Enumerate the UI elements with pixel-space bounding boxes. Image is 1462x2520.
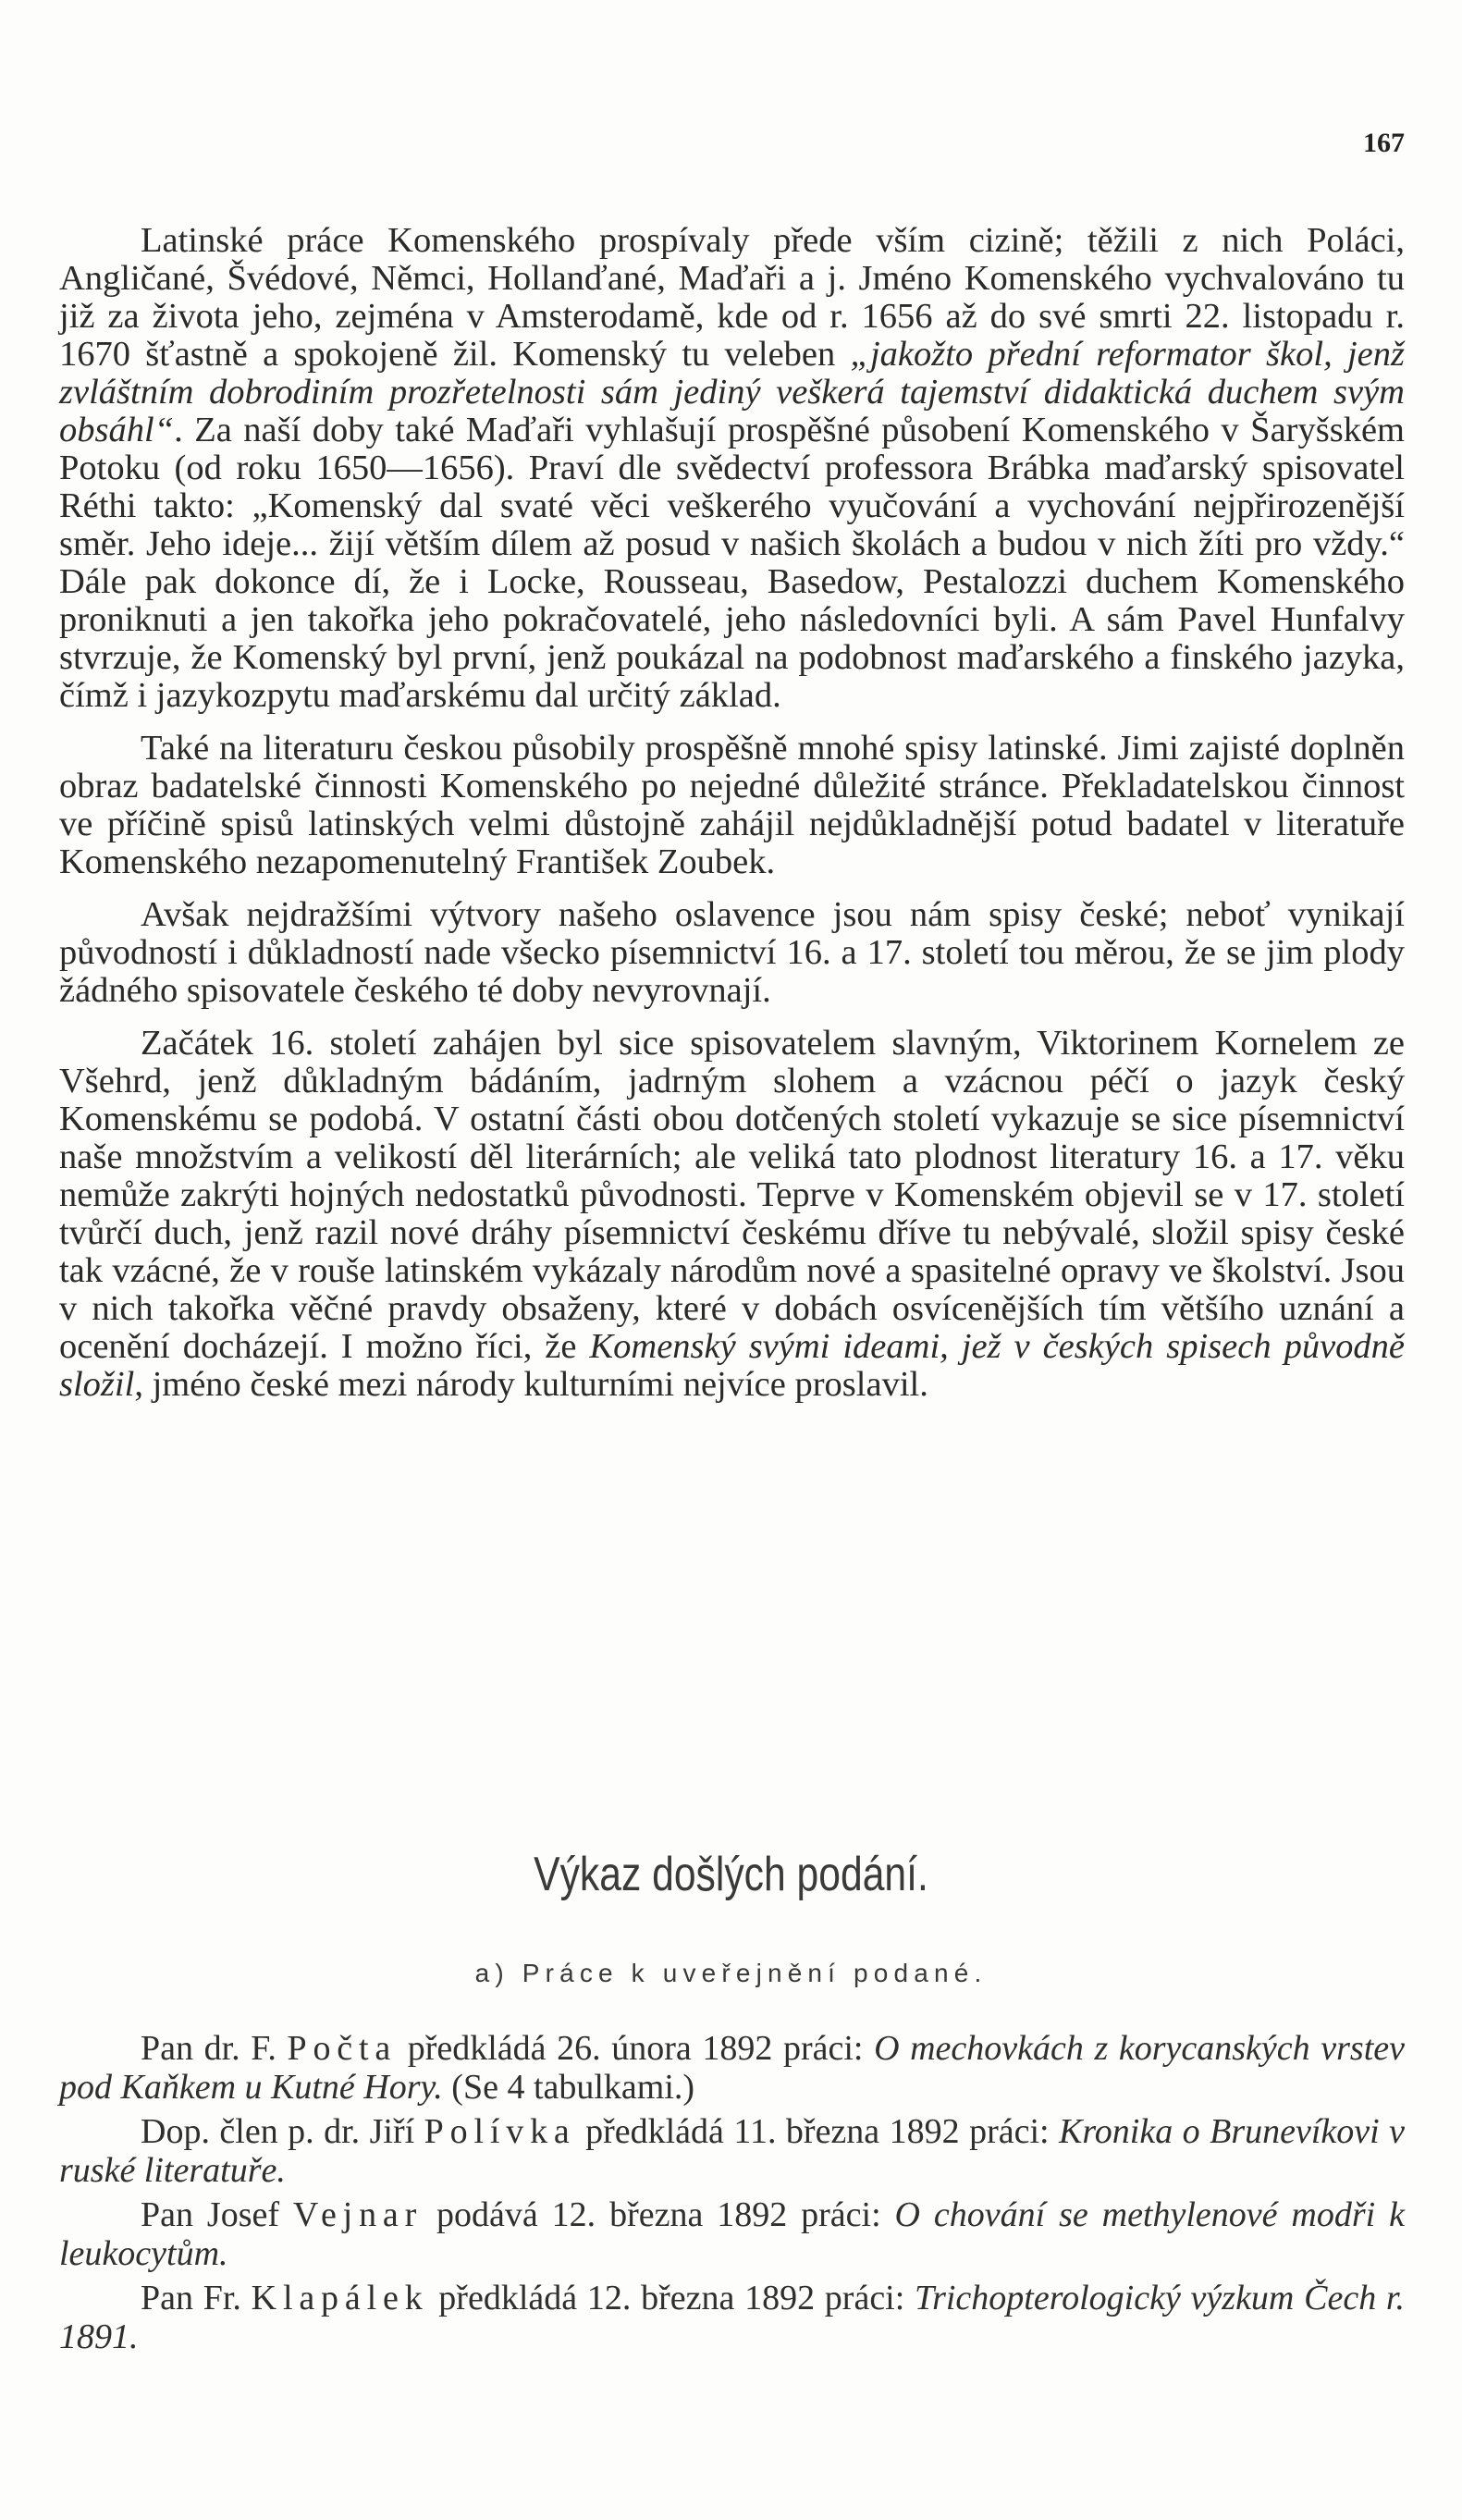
subsection-title: a) Práce k uveřejnění podané. bbox=[474, 1959, 988, 1987]
paragraph-text: . Za naší doby také Maďaři vyhlašují prospěšné působení Komenského v Šaryšském Potoku (od roku 1650—1656). Praví dle svědectví professora Brábka maďarský spisovatel Réthi takto: „Komenský dal svaté věci veškerého vyučování a vychování nejpřirozenější směr. Jeho ideje... žijí větším dílem až posud v našich školách a budou v nich žíti pro vždy.“ Dále pak dokonce dí, že i Locke, Rousseau, Basedow, Pestalozzi duchem Komenského proniknuti a jen takořka jeho pokračovatelé, jeho následovníci byli. A sám Pavel Hunfalvy stvrzuje, že Komenský byl první, jenž poukázal na podobnost maďarského a finského jazyka, čímž i jazykozpytu maďarskému dal určitý základ. bbox=[59, 411, 1405, 715]
list-item bbox=[59, 2279, 1405, 2356]
paragraph-4 bbox=[59, 1025, 1405, 1404]
entry-prefix: Pan Fr. bbox=[141, 2279, 252, 2317]
work-title: O chování se methylenové modři k leukocytům. bbox=[59, 2195, 1405, 2273]
author-name: Polívka bbox=[424, 2112, 576, 2151]
list-item bbox=[59, 2112, 1405, 2190]
section-title: Výkaz došlých podání. bbox=[534, 1848, 928, 1901]
entry-middle: předkládá 12. března 1892 práci: bbox=[428, 2279, 915, 2317]
work-title: O mechovkách z korycanských vrstev pod Kaňkem u Kutné Hory. bbox=[59, 2029, 1405, 2107]
author-name: Počta bbox=[287, 2029, 398, 2068]
entry-prefix: Dop. člen p. dr. Jiří bbox=[141, 2112, 424, 2151]
entry-prefix: Pan dr. F. bbox=[141, 2029, 288, 2068]
emphasis-italic: Komenský svými ideami, jež v českých spisech původně složil bbox=[59, 1327, 1406, 1404]
work-title: Kronika o Brunevíkovi v ruské literatuře. bbox=[59, 2112, 1406, 2190]
work-title: Trichopterologický výzkum Čech r. 1891. bbox=[59, 2279, 1405, 2356]
paragraph-text: Také na literaturu českou působily prospěšně mnohé spisy latinské. Jimi zajisté doplněn obraz badatelské činnosti Komenského po nejedné důležité stránce. Překladatelskou činnost ve příčině spisů latinských velmi důstojně zahájil nejdůkladnější potud badatel v literatuře Komenského nezapomenutelný František Zoubek. bbox=[59, 729, 1405, 881]
entry-suffix: (Se 4 tabulkami.) bbox=[442, 2068, 695, 2107]
paragraph-text: Latinské práce Komenského prospívaly přede vším cizině; těžili z nich Poláci, Angličané, Švédové, Němci, Hollanďané, Maďaři a j. Jméno Komenského vychvalováno tu již za života jeho, zejména v Amsterodamě, kde od r. 1656 až do své smrti 22. listopadu r. 1670 šťastně a spokojeně žil. Komenský tu veleben bbox=[59, 221, 1405, 374]
entry-middle: předkládá 11. března 1892 práci: bbox=[575, 2112, 1060, 2151]
paragraph-text: Avšak nejdražšími výtvory našeho oslavence jsou nám spisy české; neboť vynikají původností i důkladností nade všecko písemnictví 16. a 17. století tou měrou, že se jim plody žádného spisovatele českého té doby nevyrovnají. bbox=[59, 895, 1405, 1010]
author-name: Klapálek bbox=[251, 2279, 429, 2317]
paragraph-1 bbox=[59, 222, 1405, 715]
entry-middle: předkládá 26. února 1892 práci: bbox=[397, 2029, 875, 2068]
page-number: 167 bbox=[1363, 128, 1405, 158]
submissions-list bbox=[59, 2029, 1405, 2362]
list-item bbox=[59, 2029, 1405, 2107]
paragraph-text: , jméno české mezi národy kulturními nejvíce proslavil. bbox=[134, 1365, 928, 1404]
entry-middle: podává 12. března 1892 práci: bbox=[423, 2195, 895, 2234]
body-text bbox=[59, 222, 1405, 1419]
paragraph-2 bbox=[59, 730, 1405, 881]
author-name: Vejnar bbox=[292, 2195, 424, 2234]
paragraph-text: Začátek 16. století zahájen byl sice spisovatelem slavným, Viktorinem Kornelem ze Všehrd, jenž důkladným bádáním, jadrným slohem a vzácnou péčí o jazyk český Komenskému se podobá. V ostatní části obou dotčených století vykazuje se sice písemnictví naše množstvím a velikostí děl literárních; ale veliká tato plodnost literatury 16. a 17. věku nemůže zakrýti hojných nedostatků původnosti. Teprve v Komenském objevil se v 17. století tvůrčí duch, jenž razil nové dráhy písemnictví českému dříve tu nebývalé, složil spisy české tak vzácné, že v rouše latinském vykázaly národům nové a spasitelné opravy ve školství. Jsou v nich takořka věčné pravdy obsaženy, které v dobách osvícenějších tím většího uznání a ocenění docházejí. I možno říci, že bbox=[59, 1024, 1405, 1366]
paragraph-3 bbox=[59, 896, 1405, 1010]
list-item bbox=[59, 2195, 1405, 2273]
entry-prefix: Pan Josef bbox=[141, 2195, 293, 2234]
quoted-italic: „jakožto přední reformator škol, jenž zvláštním dobrodiním prozřetelnosti sám jediný veškerá tajemství didaktická duchem svým obsáhl“ bbox=[59, 335, 1405, 449]
